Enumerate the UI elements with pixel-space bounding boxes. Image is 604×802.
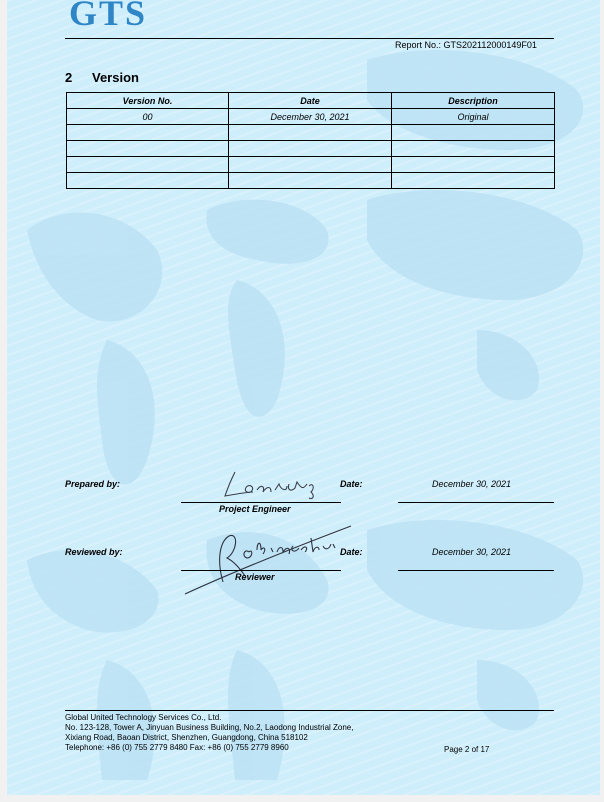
column-header-date: Date	[229, 93, 392, 109]
reviewed-by-label: Reviewed by:	[65, 547, 123, 557]
table-row	[67, 125, 555, 141]
table-cell: December 30, 2021	[229, 109, 392, 125]
report-number: Report No.: GTS202112000149F01	[395, 40, 537, 50]
table-cell	[229, 141, 392, 157]
table-cell	[67, 173, 229, 189]
reviewed-date: December 30, 2021	[432, 547, 512, 557]
table-cell	[392, 157, 555, 173]
footer-address-line-2: Xixiang Road, Baoan District, Shenzhen, Guangdong, China 518102	[65, 733, 308, 742]
prepared-signature-line	[181, 502, 341, 503]
column-header-description: Description	[392, 93, 555, 109]
page-number: Page 2 of 17	[444, 745, 490, 754]
footer-address-line-1: No. 123-128, Tower A, Jinyuan Business Building, No.2, Laodong Industrial Zone,	[65, 723, 354, 732]
prepared-date-line	[398, 502, 554, 503]
table-cell: 00	[67, 109, 229, 125]
footer-company: Global United Technology Services Co., Ltd.	[65, 713, 222, 722]
table-row	[67, 109, 555, 125]
footer-divider	[65, 710, 554, 711]
reviewed-role: Reviewer	[235, 572, 275, 582]
table-cell	[392, 125, 555, 141]
header-divider	[65, 38, 554, 39]
document-page	[7, 0, 600, 795]
table-cell	[229, 157, 392, 173]
prepared-role: Project Engineer	[219, 504, 291, 514]
table-cell	[229, 173, 392, 189]
version-table	[66, 92, 555, 189]
prepared-date: December 30, 2021	[432, 479, 512, 489]
column-header-version-no: Version No.	[67, 93, 229, 109]
section-number: 2	[65, 70, 73, 85]
table-cell	[67, 141, 229, 157]
reviewed-signature-line	[181, 570, 341, 571]
table-cell: Original	[392, 109, 555, 125]
footer-contact-block	[65, 713, 353, 753]
reviewed-date-label: Date:	[340, 547, 363, 557]
footer-contact: Telephone: +86 (0) 755 2779 8480 Fax: +86 (0) 755 2779 8960	[65, 743, 289, 752]
engineer-signature	[217, 468, 327, 504]
table-cell	[392, 173, 555, 189]
section-heading	[65, 70, 139, 85]
table-cell	[392, 141, 555, 157]
prepared-by-label: Prepared by:	[65, 479, 121, 489]
table-row	[67, 141, 555, 157]
reviewer-signature	[183, 522, 353, 598]
table-row	[67, 173, 555, 189]
prepared-date-label: Date:	[340, 479, 363, 489]
table-row	[67, 157, 555, 173]
reviewed-date-line	[398, 570, 554, 571]
table-cell	[229, 125, 392, 141]
table-cell	[67, 125, 229, 141]
section-title: Version	[92, 70, 139, 85]
table-header-row	[67, 93, 555, 109]
table-cell	[67, 157, 229, 173]
gts-logo: GTS	[69, 0, 148, 33]
